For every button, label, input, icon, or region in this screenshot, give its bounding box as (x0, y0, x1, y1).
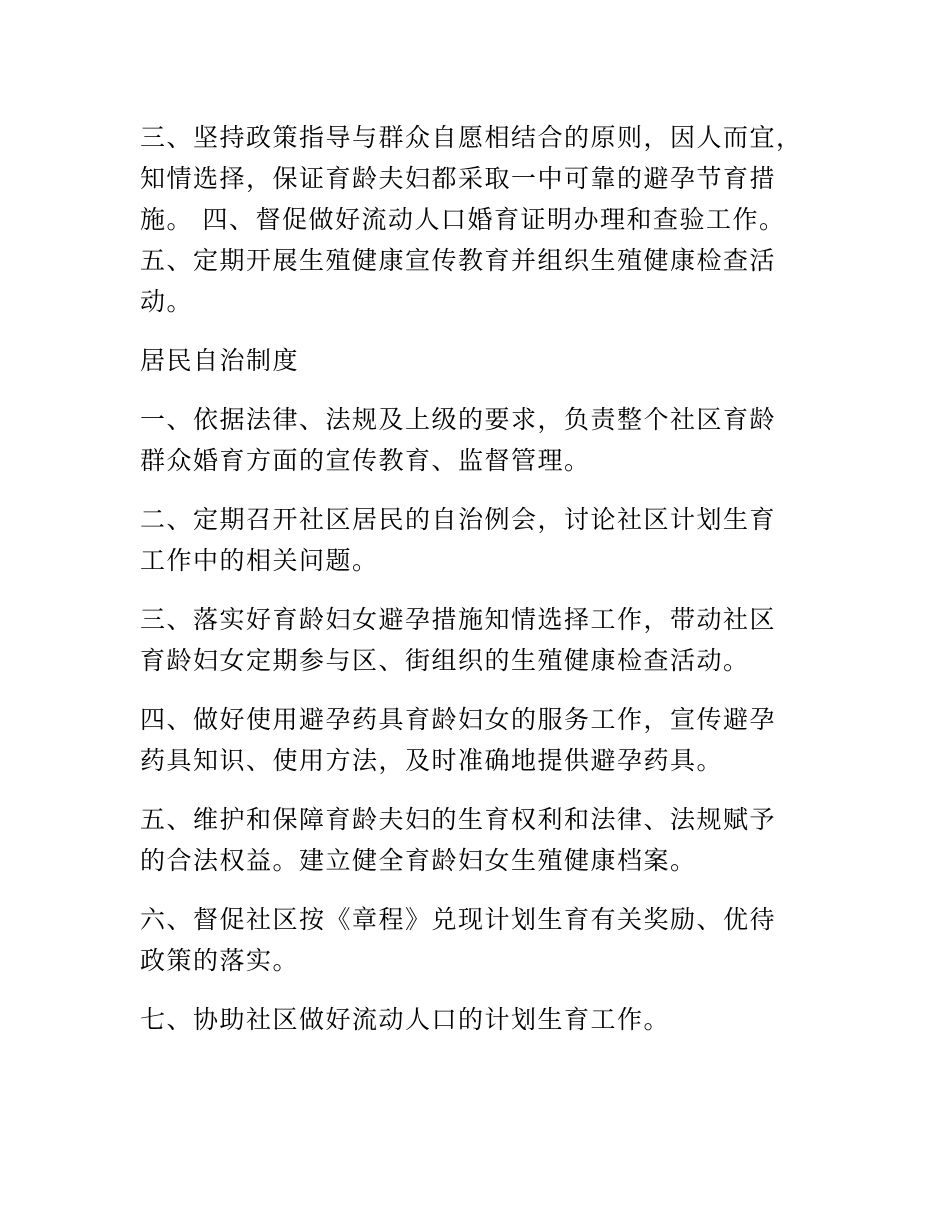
text-line: 五、定期开展生殖健康宣传教育并组织生殖健康检查活 (140, 246, 777, 275)
text-line: 知情选择，保证育龄夫妇都采取一中可靠的避孕节育措 (140, 164, 777, 193)
text-line: 群众婚育方面的宣传教育、监督管理。 (140, 446, 591, 475)
paragraph-item-1 (140, 399, 812, 481)
text-line: 施。 四、督促做好流动人口婚育证明办理和查验工作。 (140, 205, 786, 234)
text-line: 六、督促社区按《章程》兑现计划生育有关奖励、优待 (140, 905, 777, 934)
paragraph-item-6 (140, 899, 812, 981)
paragraph-item-7 (140, 999, 812, 1040)
paragraph-item-5 (140, 799, 812, 881)
text-line: 五、维护和保障育龄夫妇的生育权利和法律、法规赋予 (140, 805, 777, 834)
heading-text: 居民自治制度 (140, 346, 300, 375)
section-heading (140, 340, 812, 381)
text-line: 二、定期召开社区居民的自治例会，讨论社区计划生育 (140, 505, 777, 534)
text-line: 动。 (140, 287, 194, 316)
paragraph-item-3 (140, 599, 812, 681)
text-line: 四、做好使用避孕药具育龄妇女的服务工作，宣传避孕 (140, 705, 777, 734)
paragraph-policy-guidance (140, 117, 812, 322)
text-line: 工作中的相关问题。 (140, 546, 379, 575)
text-line: 育龄妇女定期参与区、街组织的生殖健康检查活动。 (140, 646, 750, 675)
text-line: 七、协助社区做好流动人口的计划生育工作。 (140, 1005, 671, 1034)
paragraph-item-4 (140, 699, 812, 781)
text-line: 政策的落实。 (140, 946, 300, 975)
paragraph-item-2 (140, 499, 812, 581)
text-line: 药具知识、使用方法，及时准确地提供避孕药具。 (140, 746, 724, 775)
document-body (140, 117, 812, 1058)
text-line: 一、依据法律、法规及上级的要求，负责整个社区育龄 (140, 405, 777, 434)
text-line: 的合法权益。建立健全育龄妇女生殖健康档案。 (140, 846, 697, 875)
text-line: 三、落实好育龄妇女避孕措施知情选择工作，带动社区 (140, 605, 777, 634)
text-line: 三、坚持政策指导与群众自愿相结合的原则，因人而宜， (140, 123, 803, 152)
